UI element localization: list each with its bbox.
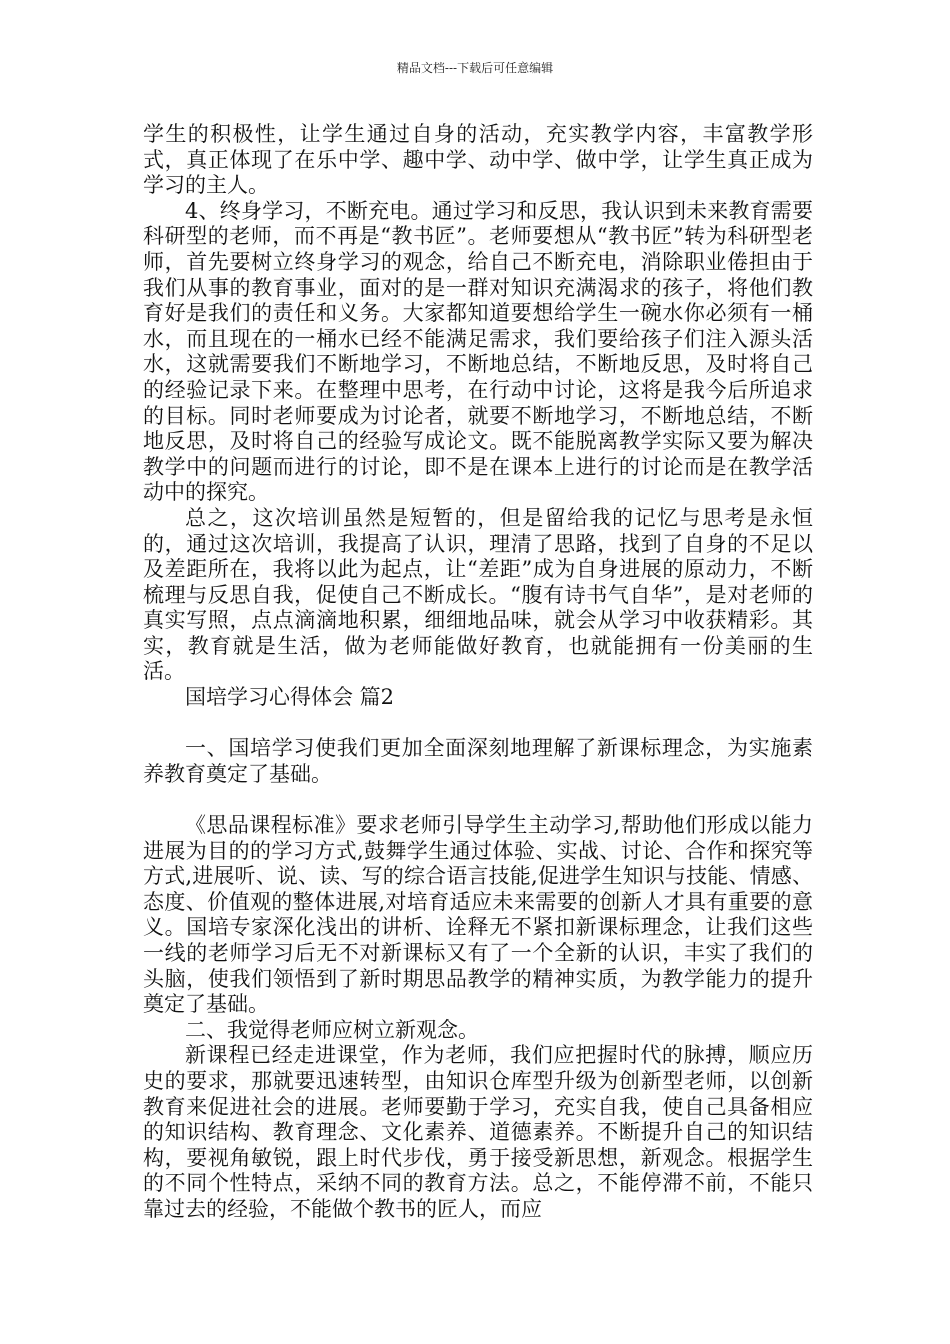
paragraph-continuation: 学生的积极性，让学生通过自身的活动，充实教学内容，丰富教学形式，真正体现了在乐中学、趣中学、动中学、做中学，让学生真正成为学习的主人。	[143, 122, 813, 198]
paragraph-new-curriculum: 新课程已经走进课堂，作为老师，我们应把握时代的脉搏，顺应历史的要求，那就要迅速转型，由知识仓库型升级为创新型老师，以创新教育来促进社会的进展。老师要勤于学习，充实自我，使自己具备相应的知识结构、教育理念、文化素养、道德素养。不断提升自己的知识结构，要视角敏锐，跟上时代步伐，勇于接受新思想，新观念。根据学生的不同个性特点，采纳不同的教育方法。总之，不能停滞不前，不能只靠过去的经验，不能做个教书的匠人，而应	[143, 1043, 813, 1221]
document-body	[143, 122, 813, 1223]
paragraph-lifelong-learning: 4、终身学习，不断充电。通过学习和反思，我认识到未来教育需要科研型的老师，而不再是“教书匠”。老师要想从“教书匠”转为科研型老师，首先要树立终身学习的观念，给自己不断充电，消除职业倦担由于我们从事的教育事业，面对的是一群对知识充满渴求的孩子，将他们教育好是我们的责任和义务。大家都知道要想给学生一碗水你必须有一桶水，而且现在的一桶水已经不能满足需求，我们要给孩子们注入源头活水，这就需要我们不断地学习，不断地总结，不断地反思，及时将自己的经验记录下来。在整理中思考，在行动中讨论，这将是我今后所追求的目标。同时老师要成为讨论者，就要不断地学习，不断地总结，不断地反思，及时将自己的经验写成论文。既不能脱离教学实际又要为解决教学中的问题而进行的讨论，即不是在课本上进行的讨论而是在教学活动中的探究。	[143, 198, 813, 505]
paragraph-point-one: 一、国培学习使我们更加全面深刻地理解了新课标理念，为实施素养教育奠定了基础。	[143, 736, 813, 786]
blank-line	[143, 711, 813, 737]
paragraph-curriculum-standard: 《思品课程标准》要求老师引导学生主动学习,帮助他们形成以能力进展为目的的学习方式,鼓舞学生通过体验、实战、讨论、合作和探究等方式,进展听、说、读、写的综合语言技能,促进学生知识与技能、情感、态度、价值观的整体进展,对培育适应未来需要的创新人才具有重要的意义。国培专家深化浅出的讲析、诠释无不紧扣新课标理念，让我们这些一线的老师学习后无不对新课标又有了一个全新的认识，丰实了我们的头脑，使我们领悟到了新时期思品教学的精神实质，为教学能力的提升奠定了基础。	[143, 813, 813, 1017]
page-header: 精品文档---下载后可任意编辑	[396, 61, 554, 75]
blank-line	[143, 787, 813, 813]
paragraph-point-two: 二、我觉得老师应树立新观念。	[185, 1017, 479, 1042]
paragraph-summary: 总之，这次培训虽然是短暂的，但是留给我的记忆与思考是永恒的，通过这次培训，我提高了认识，理清了思路，找到了自身的不足以及差距所在，我将以此为起点，让“差距”成为自身进展的原动力，不断梳理与反思自我，促使自己不断成长。“腹有诗书气自华”，是对老师的真实写照，点点滴滴地积累，细细地品味，就会从学习中收获精彩。其实，教育就是生活，做为老师能做好教育，也就能拥有一份美丽的生活。	[143, 505, 813, 684]
section-heading-part2: 国培学习心得体会 篇2	[185, 685, 395, 710]
